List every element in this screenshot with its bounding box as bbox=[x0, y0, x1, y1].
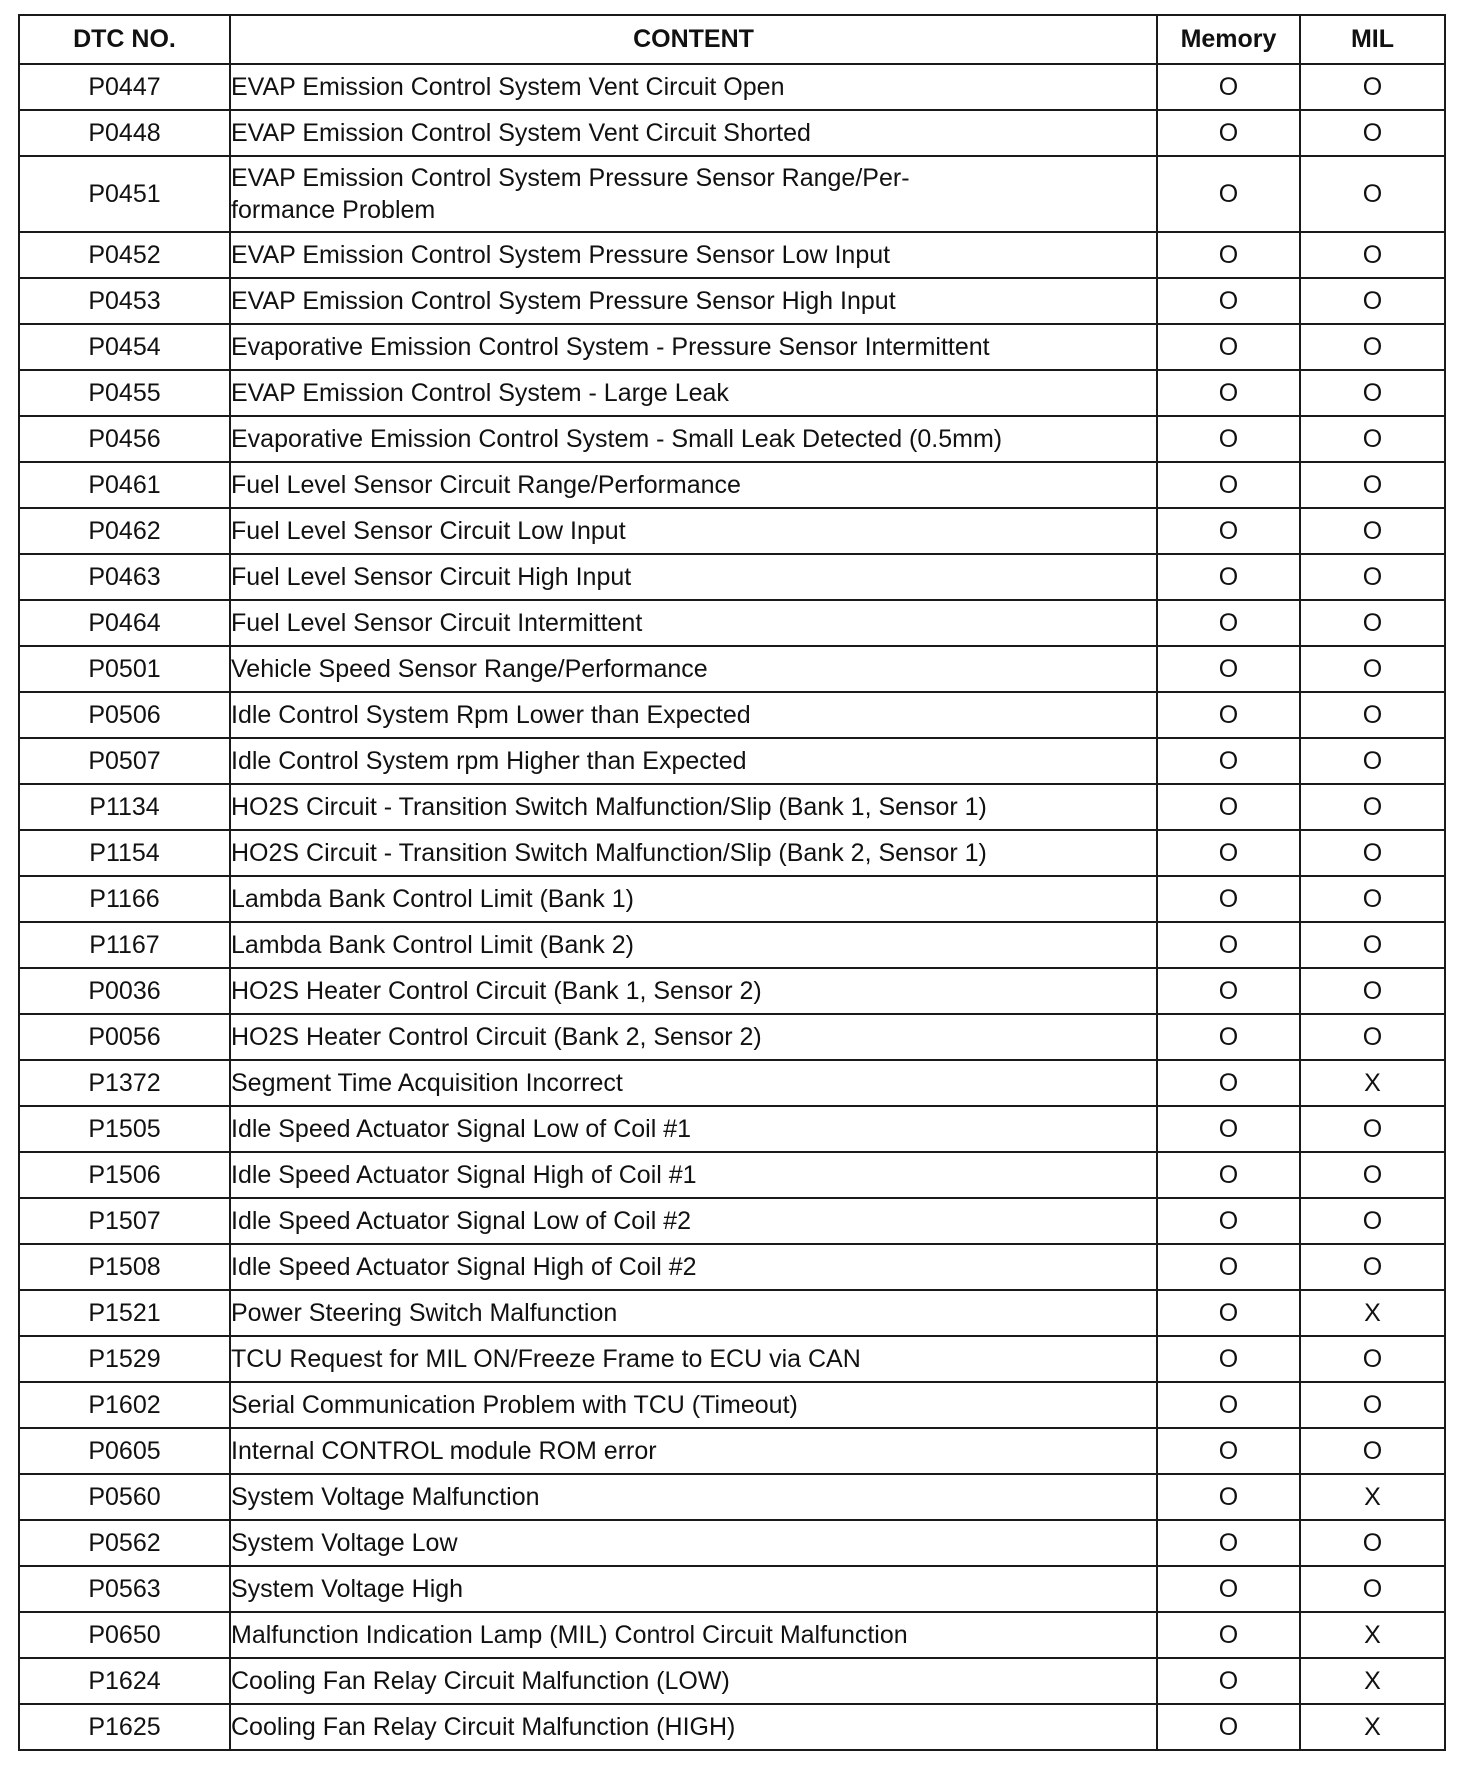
dtc-code: P0605 bbox=[19, 1428, 230, 1474]
dtc-content: Idle Speed Actuator Signal High of Coil #2 bbox=[230, 1244, 1157, 1290]
table-row bbox=[19, 232, 1445, 278]
mil-mark: O bbox=[1300, 156, 1445, 232]
dtc-content: HO2S Heater Control Circuit (Bank 1, Sensor 2) bbox=[230, 968, 1157, 1014]
table-row bbox=[19, 1244, 1445, 1290]
dtc-content-line: EVAP Emission Control System Pressure Sensor Range/Per- bbox=[231, 164, 910, 192]
table-row bbox=[19, 830, 1445, 876]
table-row bbox=[19, 1290, 1445, 1336]
memory-mark: O bbox=[1157, 1060, 1300, 1106]
dtc-content: System Voltage Malfunction bbox=[230, 1474, 1157, 1520]
dtc-code: P0448 bbox=[19, 110, 230, 156]
dtc-code: P0506 bbox=[19, 692, 230, 738]
mil-mark: O bbox=[1300, 646, 1445, 692]
header-row bbox=[19, 15, 1445, 64]
memory-mark: O bbox=[1157, 416, 1300, 462]
dtc-content-line: formance Problem bbox=[231, 196, 436, 224]
mil-mark: O bbox=[1300, 324, 1445, 370]
memory-mark: O bbox=[1157, 370, 1300, 416]
table-row bbox=[19, 462, 1445, 508]
dtc-code: P0464 bbox=[19, 600, 230, 646]
mil-mark: O bbox=[1300, 416, 1445, 462]
memory-mark: O bbox=[1157, 156, 1300, 232]
memory-mark: O bbox=[1157, 1566, 1300, 1612]
mil-mark: O bbox=[1300, 1152, 1445, 1198]
memory-mark: O bbox=[1157, 784, 1300, 830]
table-row bbox=[19, 1106, 1445, 1152]
memory-mark: O bbox=[1157, 646, 1300, 692]
mil-mark: X bbox=[1300, 1474, 1445, 1520]
table-row bbox=[19, 1520, 1445, 1566]
mil-mark: O bbox=[1300, 968, 1445, 1014]
table-row bbox=[19, 1152, 1445, 1198]
dtc-content: Idle Speed Actuator Signal Low of Coil #2 bbox=[230, 1198, 1157, 1244]
mil-mark: O bbox=[1300, 1520, 1445, 1566]
table-row bbox=[19, 876, 1445, 922]
mil-mark: X bbox=[1300, 1290, 1445, 1336]
dtc-code: P0462 bbox=[19, 508, 230, 554]
dtc-content bbox=[230, 156, 1157, 232]
mil-mark: O bbox=[1300, 370, 1445, 416]
dtc-code: P0447 bbox=[19, 64, 230, 110]
header-memory: Memory bbox=[1157, 15, 1300, 64]
mil-mark: O bbox=[1300, 784, 1445, 830]
dtc-code: P0056 bbox=[19, 1014, 230, 1060]
table-row bbox=[19, 692, 1445, 738]
table-row bbox=[19, 156, 1445, 232]
dtc-code: P0560 bbox=[19, 1474, 230, 1520]
dtc-code: P0454 bbox=[19, 324, 230, 370]
memory-mark: O bbox=[1157, 1658, 1300, 1704]
mil-mark: O bbox=[1300, 738, 1445, 784]
mil-mark: O bbox=[1300, 278, 1445, 324]
dtc-content: Idle Speed Actuator Signal Low of Coil #1 bbox=[230, 1106, 1157, 1152]
dtc-content: Lambda Bank Control Limit (Bank 2) bbox=[230, 922, 1157, 968]
header-content: CONTENT bbox=[230, 15, 1157, 64]
header-mil: MIL bbox=[1300, 15, 1445, 64]
dtc-content: EVAP Emission Control System Pressure Sensor Low Input bbox=[230, 232, 1157, 278]
dtc-content: EVAP Emission Control System Vent Circuit Shorted bbox=[230, 110, 1157, 156]
memory-mark: O bbox=[1157, 1106, 1300, 1152]
dtc-code: P1154 bbox=[19, 830, 230, 876]
dtc-code: P1625 bbox=[19, 1704, 230, 1750]
dtc-content: HO2S Circuit - Transition Switch Malfunction/Slip (Bank 1, Sensor 1) bbox=[230, 784, 1157, 830]
dtc-code: P1167 bbox=[19, 922, 230, 968]
table-row bbox=[19, 1658, 1445, 1704]
dtc-content: Cooling Fan Relay Circuit Malfunction (LOW) bbox=[230, 1658, 1157, 1704]
dtc-code: P0456 bbox=[19, 416, 230, 462]
table-row bbox=[19, 968, 1445, 1014]
mil-mark: O bbox=[1300, 1014, 1445, 1060]
table-row bbox=[19, 370, 1445, 416]
dtc-code: P1166 bbox=[19, 876, 230, 922]
table-row bbox=[19, 278, 1445, 324]
table-row bbox=[19, 738, 1445, 784]
memory-mark: O bbox=[1157, 968, 1300, 1014]
dtc-code: P1505 bbox=[19, 1106, 230, 1152]
header-dtc-no: DTC NO. bbox=[19, 15, 230, 64]
dtc-content: EVAP Emission Control System - Large Leak bbox=[230, 370, 1157, 416]
memory-mark: O bbox=[1157, 692, 1300, 738]
table-row bbox=[19, 1198, 1445, 1244]
table-row bbox=[19, 324, 1445, 370]
table-row bbox=[19, 64, 1445, 110]
dtc-code: P1134 bbox=[19, 784, 230, 830]
mil-mark: O bbox=[1300, 922, 1445, 968]
dtc-content: Idle Control System Rpm Lower than Expected bbox=[230, 692, 1157, 738]
dtc-code: P0563 bbox=[19, 1566, 230, 1612]
memory-mark: O bbox=[1157, 278, 1300, 324]
dtc-content: EVAP Emission Control System Pressure Sensor High Input bbox=[230, 278, 1157, 324]
mil-mark: O bbox=[1300, 1336, 1445, 1382]
dtc-content: EVAP Emission Control System Vent Circuit Open bbox=[230, 64, 1157, 110]
dtc-content: Malfunction Indication Lamp (MIL) Control Circuit Malfunction bbox=[230, 1612, 1157, 1658]
mil-mark: O bbox=[1300, 554, 1445, 600]
table-row bbox=[19, 1704, 1445, 1750]
table-row bbox=[19, 554, 1445, 600]
dtc-content: Fuel Level Sensor Circuit Low Input bbox=[230, 508, 1157, 554]
dtc-content: Fuel Level Sensor Circuit High Input bbox=[230, 554, 1157, 600]
mil-mark: O bbox=[1300, 600, 1445, 646]
dtc-content: Cooling Fan Relay Circuit Malfunction (HIGH) bbox=[230, 1704, 1157, 1750]
mil-mark: O bbox=[1300, 64, 1445, 110]
memory-mark: O bbox=[1157, 462, 1300, 508]
table-row bbox=[19, 1428, 1445, 1474]
mil-mark: O bbox=[1300, 692, 1445, 738]
memory-mark: O bbox=[1157, 1428, 1300, 1474]
memory-mark: O bbox=[1157, 922, 1300, 968]
memory-mark: O bbox=[1157, 1520, 1300, 1566]
memory-mark: O bbox=[1157, 1014, 1300, 1060]
mil-mark: O bbox=[1300, 462, 1445, 508]
dtc-content: HO2S Heater Control Circuit (Bank 2, Sensor 2) bbox=[230, 1014, 1157, 1060]
memory-mark: O bbox=[1157, 876, 1300, 922]
dtc-code: P1507 bbox=[19, 1198, 230, 1244]
mil-mark: O bbox=[1300, 1198, 1445, 1244]
table-row bbox=[19, 416, 1445, 462]
dtc-content: Serial Communication Problem with TCU (Timeout) bbox=[230, 1382, 1157, 1428]
memory-mark: O bbox=[1157, 324, 1300, 370]
dtc-content: TCU Request for MIL ON/Freeze Frame to ECU via CAN bbox=[230, 1336, 1157, 1382]
dtc-content: Evaporative Emission Control System - Pressure Sensor Intermittent bbox=[230, 324, 1157, 370]
table-row bbox=[19, 1474, 1445, 1520]
mil-mark: O bbox=[1300, 1428, 1445, 1474]
table-row bbox=[19, 1060, 1445, 1106]
mil-mark: X bbox=[1300, 1060, 1445, 1106]
mil-mark: O bbox=[1300, 508, 1445, 554]
dtc-code: P0562 bbox=[19, 1520, 230, 1566]
memory-mark: O bbox=[1157, 1336, 1300, 1382]
mil-mark: O bbox=[1300, 1382, 1445, 1428]
memory-mark: O bbox=[1157, 1382, 1300, 1428]
mil-mark: O bbox=[1300, 1244, 1445, 1290]
memory-mark: O bbox=[1157, 1290, 1300, 1336]
memory-mark: O bbox=[1157, 232, 1300, 278]
dtc-code: P1506 bbox=[19, 1152, 230, 1198]
dtc-content: Segment Time Acquisition Incorrect bbox=[230, 1060, 1157, 1106]
dtc-code: P1372 bbox=[19, 1060, 230, 1106]
mil-mark: O bbox=[1300, 1566, 1445, 1612]
mil-mark: X bbox=[1300, 1612, 1445, 1658]
dtc-code: P1521 bbox=[19, 1290, 230, 1336]
table-row bbox=[19, 1566, 1445, 1612]
dtc-content: Power Steering Switch Malfunction bbox=[230, 1290, 1157, 1336]
table-row bbox=[19, 600, 1445, 646]
dtc-code: P1529 bbox=[19, 1336, 230, 1382]
dtc-content: Vehicle Speed Sensor Range/Performance bbox=[230, 646, 1157, 692]
dtc-content: System Voltage Low bbox=[230, 1520, 1157, 1566]
dtc-code: P0507 bbox=[19, 738, 230, 784]
dtc-content: Evaporative Emission Control System - Small Leak Detected (0.5mm) bbox=[230, 416, 1157, 462]
table-row bbox=[19, 1612, 1445, 1658]
table-row bbox=[19, 784, 1445, 830]
table-row bbox=[19, 646, 1445, 692]
table-row bbox=[19, 1336, 1445, 1382]
mil-mark: O bbox=[1300, 110, 1445, 156]
memory-mark: O bbox=[1157, 1704, 1300, 1750]
dtc-code: P0452 bbox=[19, 232, 230, 278]
memory-mark: O bbox=[1157, 600, 1300, 646]
dtc-content: Fuel Level Sensor Circuit Intermittent bbox=[230, 600, 1157, 646]
memory-mark: O bbox=[1157, 554, 1300, 600]
dtc-code: P0501 bbox=[19, 646, 230, 692]
dtc-code: P0650 bbox=[19, 1612, 230, 1658]
dtc-code: P0451 bbox=[19, 156, 230, 232]
memory-mark: O bbox=[1157, 830, 1300, 876]
table-row bbox=[19, 110, 1445, 156]
dtc-code: P0453 bbox=[19, 278, 230, 324]
memory-mark: O bbox=[1157, 1198, 1300, 1244]
memory-mark: O bbox=[1157, 1152, 1300, 1198]
memory-mark: O bbox=[1157, 64, 1300, 110]
memory-mark: O bbox=[1157, 1612, 1300, 1658]
dtc-content: Idle Speed Actuator Signal High of Coil #1 bbox=[230, 1152, 1157, 1198]
table-row bbox=[19, 922, 1445, 968]
mil-mark: X bbox=[1300, 1658, 1445, 1704]
dtc-code: P1602 bbox=[19, 1382, 230, 1428]
dtc-content: Lambda Bank Control Limit (Bank 1) bbox=[230, 876, 1157, 922]
dtc-code: P0455 bbox=[19, 370, 230, 416]
mil-mark: O bbox=[1300, 876, 1445, 922]
dtc-code: P1508 bbox=[19, 1244, 230, 1290]
memory-mark: O bbox=[1157, 738, 1300, 784]
dtc-code: P0036 bbox=[19, 968, 230, 1014]
memory-mark: O bbox=[1157, 508, 1300, 554]
mil-mark: O bbox=[1300, 830, 1445, 876]
mil-mark: O bbox=[1300, 1106, 1445, 1152]
dtc-content: Idle Control System rpm Higher than Expected bbox=[230, 738, 1157, 784]
dtc-table bbox=[18, 14, 1446, 1751]
mil-mark: O bbox=[1300, 232, 1445, 278]
table-row bbox=[19, 1014, 1445, 1060]
dtc-content: HO2S Circuit - Transition Switch Malfunction/Slip (Bank 2, Sensor 1) bbox=[230, 830, 1157, 876]
table-row bbox=[19, 1382, 1445, 1428]
memory-mark: O bbox=[1157, 1474, 1300, 1520]
dtc-code: P0461 bbox=[19, 462, 230, 508]
dtc-code: P1624 bbox=[19, 1658, 230, 1704]
mil-mark: X bbox=[1300, 1704, 1445, 1750]
dtc-content: System Voltage High bbox=[230, 1566, 1157, 1612]
dtc-content: Internal CONTROL module ROM error bbox=[230, 1428, 1157, 1474]
dtc-content: Fuel Level Sensor Circuit Range/Performance bbox=[230, 462, 1157, 508]
memory-mark: O bbox=[1157, 1244, 1300, 1290]
table-row bbox=[19, 508, 1445, 554]
dtc-code: P0463 bbox=[19, 554, 230, 600]
memory-mark: O bbox=[1157, 110, 1300, 156]
